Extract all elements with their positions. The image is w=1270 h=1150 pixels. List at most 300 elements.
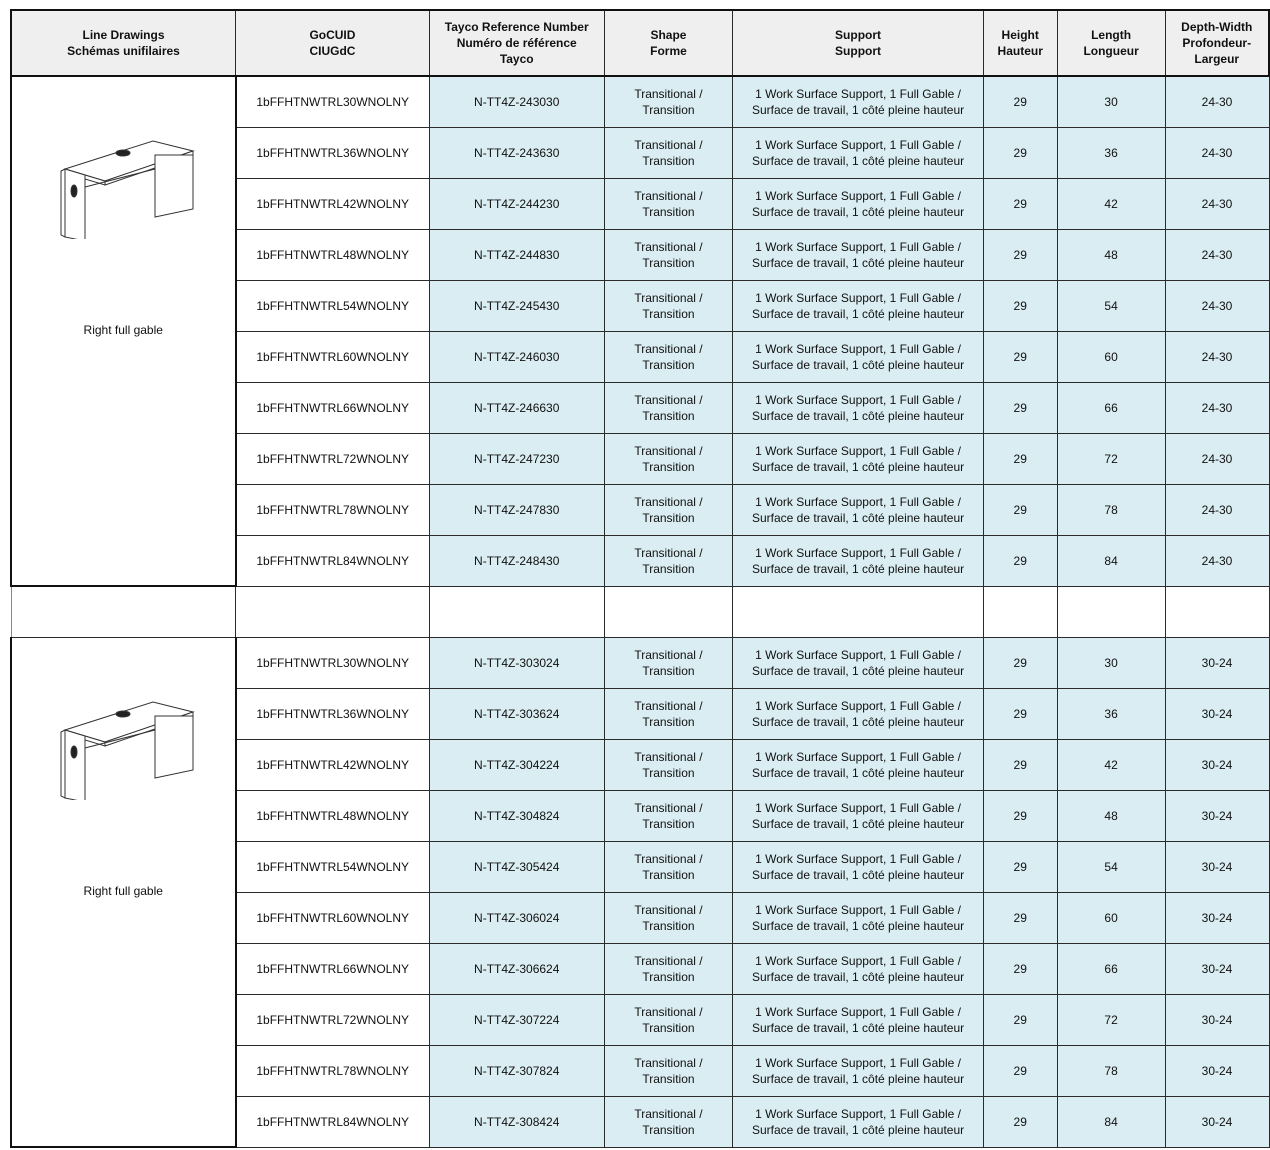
gocuid-cell xyxy=(236,1045,430,1096)
shape-cell-text: Transition xyxy=(642,867,695,882)
shape-cell xyxy=(604,433,733,484)
header-shape: Shape Forme xyxy=(604,10,733,76)
support-cell-text: 1 Work Surface Support, 1 Full Gable / xyxy=(755,1004,961,1019)
support-cell xyxy=(733,76,983,127)
length-cell-text: 66 xyxy=(1104,961,1118,976)
depth-width-cell xyxy=(1165,1045,1269,1096)
tayco-ref-cell-text: N-TT4Z-247830 xyxy=(474,502,560,517)
support-cell-text: 1 Work Surface Support, 1 Full Gable / xyxy=(755,749,961,764)
height-cell xyxy=(983,331,1057,382)
tayco-ref-cell xyxy=(429,433,604,484)
shape-cell-text: Transition xyxy=(642,306,695,321)
depth-width-cell xyxy=(1165,433,1269,484)
length-cell xyxy=(1057,178,1165,229)
support-cell-text: 1 Work Surface Support, 1 Full Gable / xyxy=(755,902,961,917)
support-cell-text: 1 Work Surface Support, 1 Full Gable / xyxy=(755,647,961,662)
tayco-ref-cell-text: N-TT4Z-243630 xyxy=(474,145,560,160)
depth-width-cell-text: 24-30 xyxy=(1201,145,1233,160)
support-cell-text: 1 Work Surface Support, 1 Full Gable / xyxy=(755,698,961,713)
shape-cell-text: Transition xyxy=(642,510,695,525)
tayco-ref-cell xyxy=(429,739,604,790)
length-cell xyxy=(1057,688,1165,739)
support-cell-text: Surface de travail, 1 côté pleine hauteur xyxy=(751,765,965,780)
empty-cell xyxy=(236,586,430,637)
shape-cell-text: Transitional / xyxy=(634,494,703,509)
length-cell-text: 66 xyxy=(1104,400,1118,415)
depth-width-cell-text: 30-24 xyxy=(1201,757,1233,772)
gocuid-cell xyxy=(236,943,430,994)
length-cell-text: 84 xyxy=(1104,553,1118,568)
gocuid-cell xyxy=(236,127,430,178)
depth-width-cell xyxy=(1165,637,1269,688)
shape-cell-text: Transitional / xyxy=(634,749,703,764)
tayco-ref-cell xyxy=(429,178,604,229)
shape-cell-text: Transition xyxy=(642,357,695,372)
gocuid-cell-text: 1bFFHTNWTRL78WNOLNY xyxy=(256,1063,410,1078)
gocuid-cell-text: 1bFFHTNWTRL60WNOLNY xyxy=(256,910,410,925)
empty-cell xyxy=(11,586,236,637)
depth-width-cell xyxy=(1165,76,1269,127)
length-cell xyxy=(1057,382,1165,433)
shape-cell xyxy=(604,943,733,994)
support-cell xyxy=(733,280,983,331)
gocuid-cell xyxy=(236,739,430,790)
length-cell-text: 72 xyxy=(1104,1012,1118,1027)
gocuid-cell xyxy=(236,637,430,688)
depth-width-cell-text: 24-30 xyxy=(1201,553,1233,568)
support-cell-text: 1 Work Surface Support, 1 Full Gable / xyxy=(755,137,961,152)
depth-width-cell xyxy=(1165,1096,1269,1147)
shape-cell xyxy=(604,280,733,331)
depth-width-cell-text: 24-30 xyxy=(1201,400,1233,415)
shape-cell-text: Transitional / xyxy=(634,1106,703,1121)
depth-width-cell xyxy=(1165,127,1269,178)
shape-cell xyxy=(604,637,733,688)
height-cell-text: 29 xyxy=(1013,298,1027,313)
header-length: Length Longueur xyxy=(1057,10,1165,76)
tayco-ref-cell xyxy=(429,76,604,127)
length-cell-text: 72 xyxy=(1104,451,1118,466)
support-cell-text: 1 Work Surface Support, 1 Full Gable / xyxy=(755,953,961,968)
depth-width-cell xyxy=(1165,331,1269,382)
length-cell-text: 30 xyxy=(1104,94,1118,109)
tayco-ref-cell-text: N-TT4Z-244230 xyxy=(474,196,560,211)
height-cell-text: 29 xyxy=(1013,94,1027,109)
shape-cell-text: Transitional / xyxy=(634,392,703,407)
length-cell-text: 36 xyxy=(1104,145,1118,160)
shape-cell xyxy=(604,484,733,535)
length-cell xyxy=(1057,1045,1165,1096)
gocuid-cell-text: 1bFFHTNWTRL78WNOLNY xyxy=(256,502,410,517)
header-row xyxy=(11,10,1269,76)
drawing-caption: Right full gable xyxy=(83,883,163,898)
gocuid-cell-text: 1bFFHTNWTRL48WNOLNY xyxy=(256,247,410,262)
shape-cell-text: Transition xyxy=(642,1071,695,1086)
height-cell-text: 29 xyxy=(1013,1012,1027,1027)
height-cell xyxy=(983,688,1057,739)
tayco-ref-cell-text: N-TT4Z-245430 xyxy=(474,298,560,313)
gocuid-cell xyxy=(236,382,430,433)
depth-width-cell xyxy=(1165,688,1269,739)
shape-cell-text: Transition xyxy=(642,561,695,576)
gocuid-cell-text: 1bFFHTNWTRL84WNOLNY xyxy=(256,553,410,568)
gocuid-cell xyxy=(236,484,430,535)
height-cell-text: 29 xyxy=(1013,910,1027,925)
tayco-ref-cell xyxy=(429,127,604,178)
gocuid-cell xyxy=(236,76,430,127)
gocuid-cell-text: 1bFFHTNWTRL42WNOLNY xyxy=(256,757,410,772)
length-cell xyxy=(1057,994,1165,1045)
header-support: Support Support xyxy=(733,10,983,76)
height-cell-text: 29 xyxy=(1013,196,1027,211)
header-line-drawings: Line Drawings Schémas unifilaires xyxy=(11,10,236,76)
tayco-ref-cell-text: N-TT4Z-304824 xyxy=(474,808,560,823)
support-cell-text: Surface de travail, 1 côté pleine hauteur xyxy=(751,1020,965,1035)
tayco-ref-cell xyxy=(429,994,604,1045)
length-cell-text: 78 xyxy=(1104,502,1118,517)
depth-width-cell xyxy=(1165,892,1269,943)
tayco-ref-cell xyxy=(429,841,604,892)
shape-cell xyxy=(604,994,733,1045)
support-cell-text: Surface de travail, 1 côté pleine hauteur xyxy=(751,255,965,270)
gocuid-cell-text: 1bFFHTNWTRL42WNOLNY xyxy=(256,196,410,211)
support-cell-text: Surface de travail, 1 côté pleine hauteur xyxy=(751,867,965,882)
support-cell-text: 1 Work Surface Support, 1 Full Gable / xyxy=(755,545,961,560)
shape-cell xyxy=(604,535,733,586)
shape-cell-text: Transitional / xyxy=(634,902,703,917)
gocuid-cell xyxy=(236,280,430,331)
length-cell xyxy=(1057,790,1165,841)
empty-cell xyxy=(604,586,733,637)
length-cell-text: 60 xyxy=(1104,349,1118,364)
height-cell xyxy=(983,229,1057,280)
shape-cell-text: Transitional / xyxy=(634,290,703,305)
gocuid-cell xyxy=(236,841,430,892)
header-height: Height Hauteur xyxy=(983,10,1057,76)
tayco-ref-cell-text: N-TT4Z-303024 xyxy=(474,655,560,670)
support-cell-text: 1 Work Surface Support, 1 Full Gable / xyxy=(755,851,961,866)
gocuid-cell-text: 1bFFHTNWTRL30WNOLNY xyxy=(256,655,410,670)
length-cell xyxy=(1057,739,1165,790)
gocuid-cell-text: 1bFFHTNWTRL54WNOLNY xyxy=(256,298,410,313)
support-cell-text: Surface de travail, 1 côté pleine hauteur xyxy=(751,561,965,576)
shape-cell-text: Transition xyxy=(642,255,695,270)
shape-cell xyxy=(604,331,733,382)
length-cell xyxy=(1057,433,1165,484)
shape-cell xyxy=(604,892,733,943)
tayco-ref-cell-text: N-TT4Z-308424 xyxy=(474,1114,560,1129)
shape-cell xyxy=(604,739,733,790)
height-cell xyxy=(983,535,1057,586)
shape-cell-text: Transition xyxy=(642,816,695,831)
length-cell-text: 42 xyxy=(1104,196,1118,211)
support-cell-text: Surface de travail, 1 côté pleine hauteur xyxy=(751,510,965,525)
height-cell xyxy=(983,484,1057,535)
height-cell-text: 29 xyxy=(1013,451,1027,466)
length-cell xyxy=(1057,841,1165,892)
support-cell-text: Surface de travail, 1 côté pleine hauteur xyxy=(751,102,965,117)
shape-cell-text: Transitional / xyxy=(634,698,703,713)
tayco-ref-cell xyxy=(429,1045,604,1096)
empty-cell xyxy=(983,586,1057,637)
depth-width-cell-text: 24-30 xyxy=(1201,94,1233,109)
tayco-ref-cell-text: N-TT4Z-307824 xyxy=(474,1063,560,1078)
shape-cell-text: Transitional / xyxy=(634,341,703,356)
depth-width-cell xyxy=(1165,484,1269,535)
height-cell xyxy=(983,943,1057,994)
shape-cell-text: Transitional / xyxy=(634,953,703,968)
shape-cell xyxy=(604,76,733,127)
depth-width-cell xyxy=(1165,943,1269,994)
support-cell-text: 1 Work Surface Support, 1 Full Gable / xyxy=(755,443,961,458)
support-cell xyxy=(733,229,983,280)
shape-cell-text: Transitional / xyxy=(634,188,703,203)
tayco-ref-cell-text: N-TT4Z-307224 xyxy=(474,1012,560,1027)
gocuid-cell-text: 1bFFHTNWTRL54WNOLNY xyxy=(256,859,410,874)
tayco-ref-cell xyxy=(429,331,604,382)
support-cell xyxy=(733,790,983,841)
gocuid-cell-text: 1bFFHTNWTRL30WNOLNY xyxy=(256,94,410,109)
support-cell xyxy=(733,637,983,688)
length-cell-text: 48 xyxy=(1104,808,1118,823)
height-cell xyxy=(983,127,1057,178)
shape-cell-text: Transition xyxy=(642,1122,695,1137)
shape-cell-text: Transition xyxy=(642,459,695,474)
drawing-caption: Right full gable xyxy=(83,323,163,337)
height-cell xyxy=(983,739,1057,790)
depth-width-cell-text: 24-30 xyxy=(1201,247,1233,262)
support-cell-text: 1 Work Surface Support, 1 Full Gable / xyxy=(755,86,961,101)
depth-width-cell xyxy=(1165,178,1269,229)
shape-cell-text: Transition xyxy=(642,714,695,729)
shape-cell xyxy=(604,1045,733,1096)
gocuid-cell-text: 1bFFHTNWTRL60WNOLNY xyxy=(256,349,410,364)
shape-cell xyxy=(604,688,733,739)
height-cell xyxy=(983,637,1057,688)
gocuid-cell-text: 1bFFHTNWTRL36WNOLNY xyxy=(256,706,410,721)
shape-cell xyxy=(604,1096,733,1147)
empty-cell xyxy=(1165,586,1269,637)
length-cell xyxy=(1057,535,1165,586)
gocuid-cell xyxy=(236,331,430,382)
height-cell-text: 29 xyxy=(1013,247,1027,262)
support-cell-text: Surface de travail, 1 côté pleine hauteur xyxy=(751,1122,965,1137)
tayco-ref-cell-text: N-TT4Z-248430 xyxy=(474,553,560,568)
height-cell-text: 29 xyxy=(1013,1063,1027,1078)
length-cell xyxy=(1057,943,1165,994)
height-cell xyxy=(983,433,1057,484)
shape-cell xyxy=(604,178,733,229)
height-cell-text: 29 xyxy=(1013,859,1027,874)
length-cell-text: 48 xyxy=(1104,247,1118,262)
depth-width-cell-text: 30-24 xyxy=(1201,808,1233,823)
gocuid-cell xyxy=(236,994,430,1045)
tayco-ref-cell xyxy=(429,790,604,841)
empty-cell xyxy=(429,586,604,637)
tayco-ref-cell xyxy=(429,688,604,739)
line-drawing-cell xyxy=(11,76,236,586)
shape-cell-text: Transition xyxy=(642,918,695,933)
support-cell-text: Surface de travail, 1 côté pleine hauteur xyxy=(751,969,965,984)
support-cell-text: 1 Work Surface Support, 1 Full Gable / xyxy=(755,392,961,407)
length-cell-text: 54 xyxy=(1104,859,1118,874)
gocuid-cell xyxy=(236,535,430,586)
gocuid-cell xyxy=(236,892,430,943)
tayco-ref-cell-text: N-TT4Z-306024 xyxy=(474,910,560,925)
shape-cell-text: Transition xyxy=(642,204,695,219)
shape-cell-text: Transition xyxy=(642,153,695,168)
support-cell-text: 1 Work Surface Support, 1 Full Gable / xyxy=(755,494,961,509)
gocuid-cell-text: 1bFFHTNWTRL36WNOLNY xyxy=(256,145,410,160)
shape-cell-text: Transitional / xyxy=(634,137,703,152)
shape-cell-text: Transition xyxy=(642,1020,695,1035)
height-cell-text: 29 xyxy=(1013,961,1027,976)
length-cell-text: 60 xyxy=(1104,910,1118,925)
tayco-ref-cell xyxy=(429,382,604,433)
support-cell xyxy=(733,994,983,1045)
tayco-ref-cell-text: N-TT4Z-303624 xyxy=(474,706,560,721)
tayco-ref-cell-text: N-TT4Z-246630 xyxy=(474,400,560,415)
length-cell-text: 78 xyxy=(1104,1063,1118,1078)
depth-width-cell xyxy=(1165,739,1269,790)
table-row xyxy=(11,637,1269,688)
support-cell-text: 1 Work Surface Support, 1 Full Gable / xyxy=(755,1055,961,1070)
depth-width-cell-text: 24-30 xyxy=(1201,349,1233,364)
gocuid-cell xyxy=(236,178,430,229)
height-cell xyxy=(983,1096,1057,1147)
support-cell xyxy=(733,1096,983,1147)
tayco-ref-cell-text: N-TT4Z-305424 xyxy=(474,859,560,874)
line-drawing-cell xyxy=(11,637,236,1147)
support-cell xyxy=(733,688,983,739)
depth-width-cell xyxy=(1165,994,1269,1045)
tayco-ref-cell-text: N-TT4Z-306624 xyxy=(474,961,560,976)
tayco-ref-cell xyxy=(429,229,604,280)
height-cell xyxy=(983,892,1057,943)
shape-cell xyxy=(604,229,733,280)
depth-width-cell-text: 24-30 xyxy=(1201,451,1233,466)
height-cell-text: 29 xyxy=(1013,349,1027,364)
depth-width-cell-text: 30-24 xyxy=(1201,1063,1233,1078)
length-cell xyxy=(1057,280,1165,331)
shape-cell-text: Transition xyxy=(642,969,695,984)
spec-table xyxy=(10,9,1270,1148)
support-cell-text: Surface de travail, 1 côté pleine hauteur xyxy=(751,1071,965,1086)
length-cell xyxy=(1057,1096,1165,1147)
depth-width-cell xyxy=(1165,229,1269,280)
height-cell-text: 29 xyxy=(1013,808,1027,823)
empty-cell xyxy=(1057,586,1165,637)
support-cell xyxy=(733,535,983,586)
height-cell xyxy=(983,280,1057,331)
tayco-ref-cell xyxy=(429,892,604,943)
height-cell xyxy=(983,994,1057,1045)
header-depth-width: Depth-Width Profondeur- Largeur xyxy=(1165,10,1269,76)
support-cell-text: Surface de travail, 1 côté pleine hauteur xyxy=(751,459,965,474)
tayco-ref-cell xyxy=(429,484,604,535)
gocuid-cell xyxy=(236,229,430,280)
support-cell xyxy=(733,127,983,178)
length-cell xyxy=(1057,229,1165,280)
support-cell-text: Surface de travail, 1 côté pleine hauteur xyxy=(751,714,965,729)
tayco-ref-cell xyxy=(429,280,604,331)
shape-cell-text: Transition xyxy=(642,663,695,678)
shape-cell-text: Transitional / xyxy=(634,851,703,866)
desk-line-drawing-icon xyxy=(43,690,203,800)
depth-width-cell xyxy=(1165,382,1269,433)
gocuid-cell-text: 1bFFHTNWTRL84WNOLNY xyxy=(256,1114,410,1129)
height-cell xyxy=(983,178,1057,229)
gocuid-cell xyxy=(236,790,430,841)
header-tayco-ref: Tayco Reference Number Numéro de référence Tayco xyxy=(429,10,604,76)
height-cell-text: 29 xyxy=(1013,502,1027,517)
depth-width-cell xyxy=(1165,790,1269,841)
support-cell-text: Surface de travail, 1 côté pleine hauteur xyxy=(751,408,965,423)
depth-width-cell-text: 30-24 xyxy=(1201,1012,1233,1027)
tayco-ref-cell-text: N-TT4Z-246030 xyxy=(474,349,560,364)
support-cell xyxy=(733,484,983,535)
height-cell-text: 29 xyxy=(1013,757,1027,772)
gocuid-cell-text: 1bFFHTNWTRL48WNOLNY xyxy=(256,808,410,823)
empty-cell xyxy=(733,586,983,637)
support-cell xyxy=(733,892,983,943)
shape-cell-text: Transitional / xyxy=(634,86,703,101)
support-cell xyxy=(733,739,983,790)
support-cell-text: Surface de travail, 1 côté pleine hauteur xyxy=(751,663,965,678)
depth-width-cell xyxy=(1165,841,1269,892)
support-cell-text: Surface de travail, 1 côté pleine hauteur xyxy=(751,204,965,219)
tayco-ref-cell-text: N-TT4Z-304224 xyxy=(474,757,560,772)
height-cell xyxy=(983,76,1057,127)
shape-cell-text: Transitional / xyxy=(634,647,703,662)
depth-width-cell-text: 24-30 xyxy=(1201,502,1233,517)
gocuid-cell-text: 1bFFHTNWTRL72WNOLNY xyxy=(256,451,410,466)
header-gocuid: GoCUID CIUGdC xyxy=(236,10,430,76)
tayco-ref-cell xyxy=(429,637,604,688)
length-cell-text: 54 xyxy=(1104,298,1118,313)
tayco-ref-cell-text: N-TT4Z-243030 xyxy=(474,94,560,109)
support-cell xyxy=(733,382,983,433)
height-cell xyxy=(983,1045,1057,1096)
shape-cell-text: Transitional / xyxy=(634,545,703,560)
gocuid-cell-text: 1bFFHTNWTRL66WNOLNY xyxy=(256,961,410,976)
support-cell-text: Surface de travail, 1 côté pleine hauteur xyxy=(751,918,965,933)
tayco-ref-cell xyxy=(429,1096,604,1147)
depth-width-cell-text: 30-24 xyxy=(1201,910,1233,925)
support-cell-text: 1 Work Surface Support, 1 Full Gable / xyxy=(755,290,961,305)
depth-width-cell-text: 30-24 xyxy=(1201,961,1233,976)
support-cell-text: Surface de travail, 1 côté pleine hauteur xyxy=(751,306,965,321)
depth-width-cell-text: 24-30 xyxy=(1201,196,1233,211)
depth-width-cell-text: 30-24 xyxy=(1201,655,1233,670)
depth-width-cell xyxy=(1165,535,1269,586)
shape-cell-text: Transition xyxy=(642,408,695,423)
tayco-ref-cell xyxy=(429,943,604,994)
support-cell-text: 1 Work Surface Support, 1 Full Gable / xyxy=(755,1106,961,1121)
gocuid-cell xyxy=(236,433,430,484)
tayco-ref-cell-text: N-TT4Z-247230 xyxy=(474,451,560,466)
length-cell xyxy=(1057,76,1165,127)
support-cell-text: 1 Work Surface Support, 1 Full Gable / xyxy=(755,800,961,815)
support-cell xyxy=(733,943,983,994)
depth-width-cell-text: 30-24 xyxy=(1201,859,1233,874)
height-cell xyxy=(983,382,1057,433)
gocuid-cell-text: 1bFFHTNWTRL72WNOLNY xyxy=(256,1012,410,1027)
height-cell-text: 29 xyxy=(1013,1114,1027,1129)
length-cell-text: 36 xyxy=(1104,706,1118,721)
height-cell-text: 29 xyxy=(1013,145,1027,160)
gocuid-cell xyxy=(236,688,430,739)
